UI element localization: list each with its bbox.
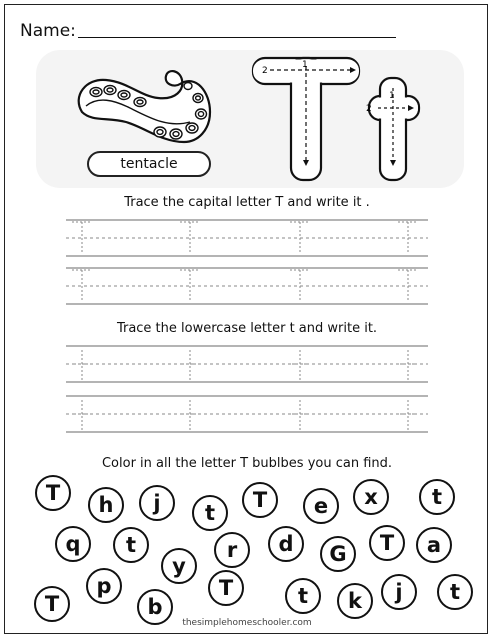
letter-bubble-18[interactable]: p <box>86 568 122 604</box>
letter-bubble-12[interactable]: r <box>214 532 250 568</box>
word-label: tentacle <box>87 151 211 177</box>
letter-bubble-15[interactable]: T <box>369 525 405 561</box>
letter-bubble-20[interactable]: T <box>208 570 244 606</box>
lowercase-stroke-number-1: 1 <box>389 91 395 101</box>
letter-bubble-8[interactable]: t <box>419 479 455 515</box>
letter-bubble-7[interactable]: x <box>353 479 389 515</box>
letter-bubble-1[interactable]: T <box>35 475 71 511</box>
letter-bubble-13[interactable]: d <box>268 526 304 562</box>
capital-stroke-number-2: 2 <box>262 66 268 76</box>
letter-bubble-4[interactable]: t <box>192 495 228 531</box>
capital-instruction: Trace the capital letter T and write it . <box>124 195 370 210</box>
name-label: Name: <box>20 21 76 41</box>
letter-bubble-21[interactable]: t <box>285 578 321 614</box>
letter-bubble-10[interactable]: t <box>113 527 149 563</box>
letter-bubble-19[interactable]: b <box>137 589 173 625</box>
site-credit: thesimplehomeschooler.com <box>182 618 312 628</box>
letter-bubble-16[interactable]: a <box>416 527 452 563</box>
lowercase-stroke-number-2: 2 <box>366 104 372 114</box>
letter-bubble-24[interactable]: t <box>437 574 473 610</box>
letter-bubble-2[interactable]: h <box>88 487 124 523</box>
bubble-instruction: Color in all the letter T bublbes you can find. <box>101 456 393 471</box>
letter-bubble-11[interactable]: y <box>161 548 197 584</box>
lowercase-instruction: Trace the lowercase letter t and write it. <box>116 321 378 336</box>
letter-bubble-6[interactable]: e <box>303 488 339 524</box>
letter-bubble-17[interactable]: T <box>34 586 70 622</box>
letter-bubble-3[interactable]: j <box>139 485 175 521</box>
capital-stroke-number-1: 1 <box>302 60 308 70</box>
letter-bubble-23[interactable]: j <box>381 574 417 610</box>
letter-bubble-9[interactable]: q <box>55 526 91 562</box>
letter-bubble-22[interactable]: k <box>337 583 373 619</box>
letter-bubble-14[interactable]: G <box>320 536 356 572</box>
letter-bubble-5[interactable]: T <box>242 482 278 518</box>
